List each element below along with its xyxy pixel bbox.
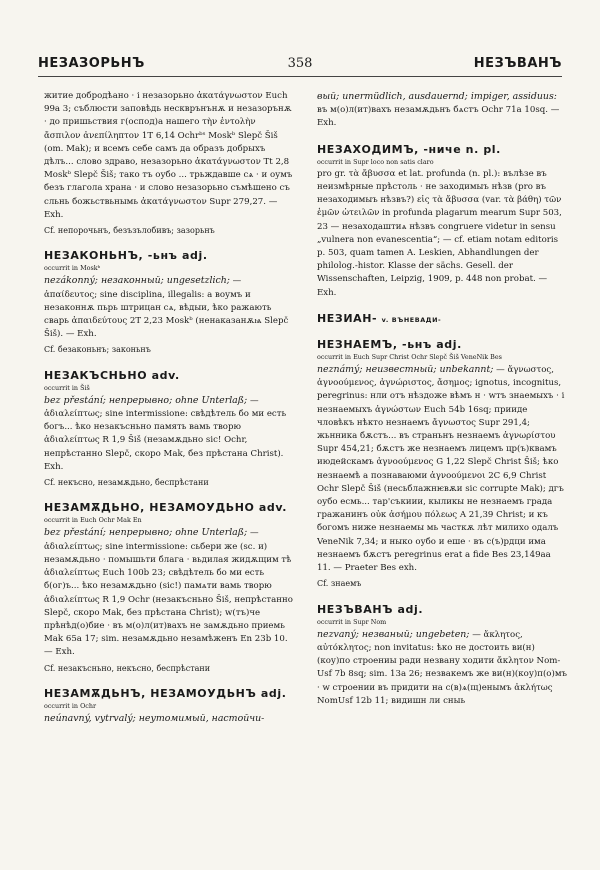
translation: nezákonný; незаконный; ungesetzlich; <box>44 275 230 287</box>
cross-reference: Cf. непорочьнъ, безъзълобивъ; зазорьнъ <box>44 226 215 236</box>
header-rule <box>38 76 562 77</box>
entry-continuation: житие добродѣано · і незазорьно ἀκατάγνωστον Euch 99a 3; съблюсти заповѣдь нескврънънѫ и незазорънѫ · до пришьствия г(оспод)а нашего τὴν ἐντολὴν ἄσπιλον ἀνεπίληπτον 1T 6,14 Ochrᵇˢ Moskᵇ Slepč Šiš (om. Mak); и всемъ себе самъ да образъ добрыхъ дѣлъ... слово здраво, незазорьно ἀκατάγνωστον Tt 2,8 Moskᵇ Slepč Šiš; тако тъ оубо ... трьждавше сѧ · и оумъ безъ глагола храна · и слово незазорьно съмѣшено съ сльнь божьствьнымь ἀκατάγνωστον Supr 279,27. — Exh. <box>44 91 293 220</box>
definition: — ἄγνωστος, ἀγνοούμενος, ἀγνώριστος, ἄσημος; ignotus, incognitus, peregrinus: нли отъ нѣздоже вѣмъ н · wтъ знаемыхъ · і незнаемыхъ ἀγνώστων Euch 54b 16sq; прииде чловѣкъ нѣкто незнаемъ ἄγνωστος Supr 291,4; жьнника бѫстъ... въ страньнъ незнаемъ ἀγνωρίστου Supr 454,21; бѫстъ же незнаемъ лицемъ цр(ъ)квамъ июдейскамъ ἀγνοούμενος G 1,22 Slepč Christ Šiš; ѣко незнаемѣ а познаваюми ἀγνοούμενοι 2C 6,9 Christ Ochr Slepč Šiš (несьблажнѥвѫи sic corrupte Mak); дгъ оубо есмь... тар'съкиии, кыликы не незнаемъ града гражанинъ οὐκ ἀσήμου πόλεως A 21,39 Christ; и къ богомъ ниже незнаемы мь часткѫ лѣт милихо одалъ VeneNik 7,34; и ныко оубо и еше · въ с(ъ)рдци има незнаемъ бѫстъ peregrinus erat a fide Bes 23,149aa 11. — Praeter Bes exh. <box>317 365 565 574</box>
entry-body <box>317 628 567 708</box>
definition: — ἀπαίδευτος; sine disciplina, illegalis: а воумъ и незаконнѫ пьрь штрицан сѧ, вѣдыи, ѣко ражають сварь ἀπαιδεύτους 2T 2,23 Moskᵇ (ненаказанѫѩ Slepč Šiš). — Exh. <box>44 276 289 340</box>
cross-reference: Cf. незакъсньно, некъсно, беспрѣстани <box>44 663 211 673</box>
entry-body: pro gr. τὰ ἄβυσσα et lat. profunda (n. pl.): вълѣзе въ неизмѣрные прѣстоль · не заходимыъ нѣзв (pro въ незаходимыъ нѣзвъ?) εἰς τὰ ἄβυσσα (var. τὰ βάθη) τῶν ἐμῶν ὠτειλῶν in profunda plagarum mearum Supr 503, 23 — незаходаштиѧ нѣзвъ congruere videtur in sensu „vulnera non evanescentia“; — cf. etiam notam editoris p. 503, quam tamen A. Leskien, Abhandlungen der philolog.-histor. Klasse der sächs. Gesell. der Wissenschaften, Leipzig, 1909, p. 448 non probat. — Exh. <box>317 168 562 298</box>
headword-nezamudno: НЕЗАМѪДЬНО, НЕЗАМОУДЬНО adv. <box>44 501 288 515</box>
headword-nezvanu: НЕЗЪВАНЪ adj. <box>317 602 424 616</box>
headword-text: НЕЗИАН- <box>317 311 378 325</box>
headword-nezamudnu: НЕЗАМѪДЬНЪ, НЕЗАМОУДЬНЪ adj. <box>44 686 287 700</box>
right-column <box>317 90 567 860</box>
occurrence-note: occurrit in Šiš <box>44 383 90 392</box>
headword-nezian <box>317 312 567 326</box>
translation: neznámý; неизвестный; unbekannt; <box>317 364 494 376</box>
definition: — ἄκλητος, αὐτόκλητος; non invitatus: ѣко не достоить ви(н)(коу)по строениы ради незвану ходити ἄκλητον Nom-Usf 7b 8sq; sim. 13a 26; незвакемъ же ви(н)(коу)п(о)мъ · w строении въ придити на с(в)ѧ(щ)енымъ ἀκλήτως NomUsf 12b 11; видишн ли сныь <box>317 629 567 706</box>
translation: bez přestání; непрерывно; ohne Unterlaß; <box>44 394 248 406</box>
entry-body <box>44 712 293 726</box>
headword-neznaemu: НЕЗНАЕМЪ, -ьнъ adj. <box>317 337 462 351</box>
running-head-left: НЕЗАЗОРЬНЪ <box>38 56 145 71</box>
page-number: 358 <box>287 56 313 71</box>
headword-nezakonnu: НЕЗАКОНЬНЪ, -ьнъ adj. <box>44 249 208 263</box>
occurrence-note: occurrit in Ochr <box>44 701 97 710</box>
running-head-right: НЕЗЪВАНЪ <box>473 56 562 71</box>
translation: вый; unermüdlich, ausdauernd; impiger, assiduus: <box>317 91 557 102</box>
entry-body <box>317 363 567 575</box>
headword-nezaksno: НЕЗАКЪСНЬНО adv. <box>44 368 180 382</box>
cross-reference: Cf. безаконьнъ; законьнъ <box>44 345 151 355</box>
entry-body <box>44 394 293 474</box>
headword-nezahodimu: НЕЗАХОДИМЪ, -ниче n. pl. <box>317 142 501 156</box>
translation: nezvaný; незваный; ungebeten; <box>317 628 470 640</box>
cross-reference: Cf. знаемъ <box>317 579 362 589</box>
definition: — ἀδιαλείπτως; sine intermissione: сьбери же (sc. и) незамѫдьно · помышьти блага · вьдилая жидѫщим тѣ ἀδιαλείπτως Euch 100b 23; свѣдѣтель бо ми есть б(ог)ъ... ѣко незамѫдьно (sic!) памѧти вамь творю ἀδιαλείπτως R 1,9 Ochr (незакъсньно Šiš, непрѣстанно Slepč, скоро Mak, без прѣстана Christ); w(тъ)че прѣнѣд(о)бие · въ м(о)л(ит)вахъ не замѫдьно приемь Mak 65a 17; sim. незамѫдьно незамѣженъ En 23b 10. — Exh. <box>44 528 293 658</box>
occurrence-note: occurrit in Supr loco non satis claro <box>317 157 434 166</box>
entry-body <box>44 526 293 659</box>
occurrence-note: occurrit in Euch Supr Christ Ochr Slepč Šiš VeneNik Bes <box>317 353 502 362</box>
cross-reference: Cf. некъсно, незамѫдьно, беспрѣстани <box>44 478 209 488</box>
definition: — ἀδιαλείπτως; sine intermissione: свѣдѣтель бо ми есть богъ... ѣко незакъсньно память вамь творю ἀδιαλείπτως R 1,9 Šiš (незамѫдьно sic! Ochr, непрѣстанно Slepč, скоро Mak, без прѣстана Christ). Exh. <box>44 395 287 472</box>
entry-continuation <box>317 90 567 131</box>
translation: bez přestání; непрерывно; ohne Unterlaß; <box>44 527 248 539</box>
see-also-reference: v. ВЪНЕВАДИ- <box>381 315 442 324</box>
occurrence-note: occurrit in Euch Ochr Mak En <box>44 516 142 525</box>
page-header <box>38 56 562 78</box>
translation: neúnavný, vytrvalý; неутомимый, настойчи- <box>44 712 265 724</box>
occurrence-note: occurrit in Supr Nom <box>317 617 387 626</box>
left-column <box>44 90 293 860</box>
occurrence-note: occurrit in Moskᵇ <box>44 264 101 273</box>
definition: въ м(о)л(ит)вахъ незамѫдьнъ бѧстъ Ochr 71a 10sq. — Exh. <box>317 105 560 129</box>
entry-body <box>44 274 293 341</box>
